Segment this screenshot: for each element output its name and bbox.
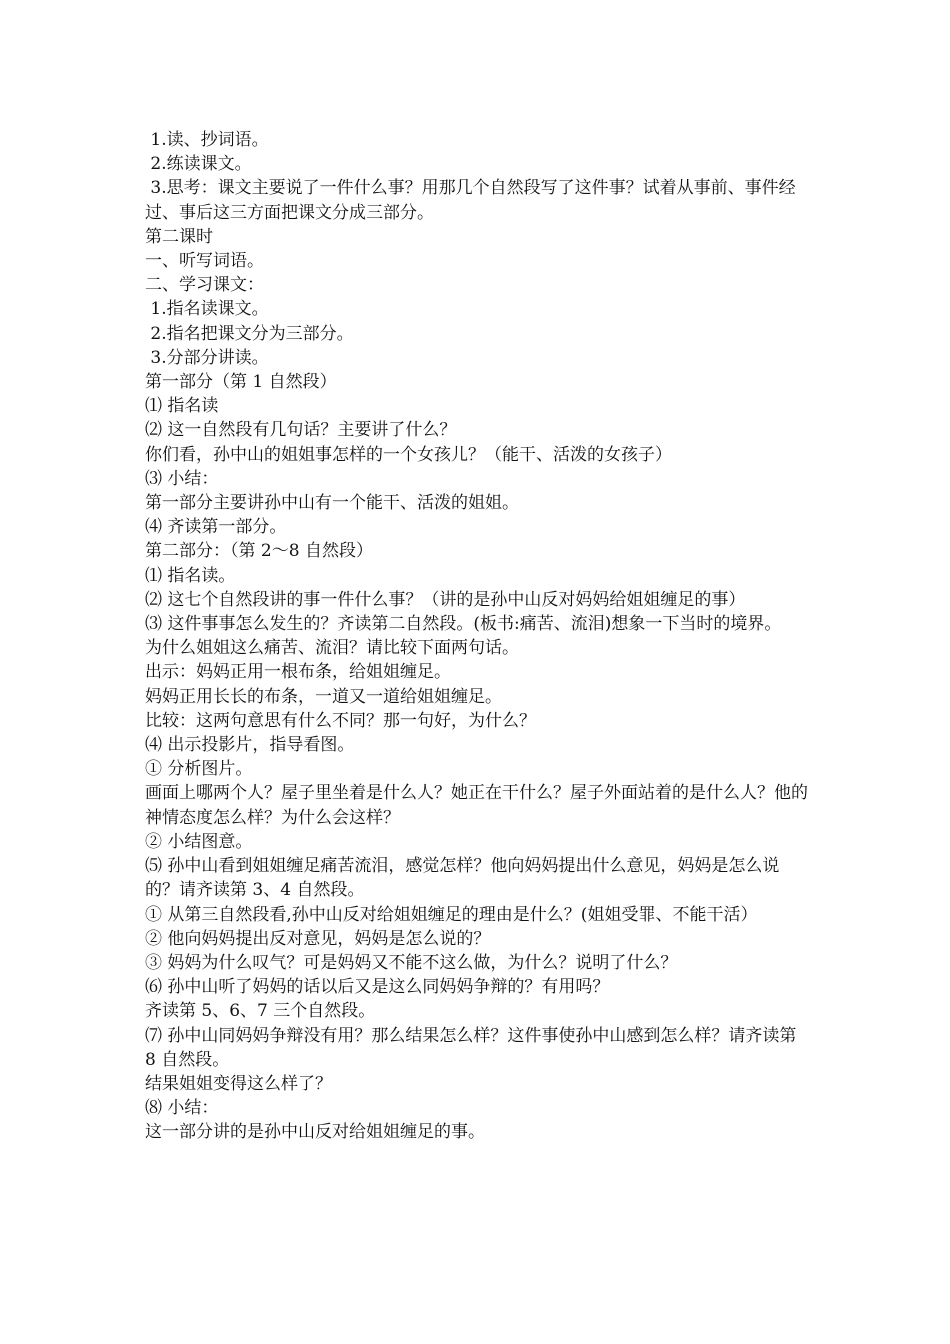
- list-item-read-copy-words: 1.读、抄词语。: [145, 130, 269, 150]
- text-line: ① 分析图片。: [145, 759, 253, 780]
- text-line: 出示：妈妈正用一根布条，给姐姐缠足。: [145, 662, 451, 683]
- section-heading-dictation: 一、听写词语。: [145, 251, 264, 272]
- text-line: 这一部分讲的是孙中山反对给姐姐缠足的事。: [145, 1122, 485, 1143]
- list-item-explain-parts: 3.分部分讲读。: [145, 347, 269, 368]
- text-line: ③ 妈妈为什么叹气？可是妈妈又不能不这么做，为什么？说明了什么？: [145, 952, 678, 973]
- text-line: ② 小结图意。: [145, 831, 253, 852]
- part-two-heading: 第二部分：（第 2～8 自然段）: [145, 541, 373, 562]
- text-line: ⑶ 小结：: [145, 468, 219, 489]
- text-line: 齐读第 5、6、7 三个自然段。: [145, 1001, 376, 1022]
- text-line: ⑵ 这一自然段有几句话？主要讲了什么？: [145, 420, 457, 441]
- list-item-read-text: 1.指名读课文。: [145, 299, 269, 320]
- text-line: ⑷ 出示投影片，指导看图。: [145, 735, 355, 756]
- text-line: ⑶ 这件事事怎么发生的？齐读第二自然段。(板书:痛苦、流泪)想象一下当时的境界。: [145, 614, 782, 635]
- text-line: ⑴ 指名读: [145, 396, 219, 417]
- text-line: 妈妈正用长长的布条，一道又一道给姐姐缠足。: [145, 686, 502, 707]
- text-line: 比较：这两句意思有什么不同？那一句好，为什么？: [145, 710, 536, 731]
- text-line: ⑵ 这七个自然段讲的事一件什么事？（讲的是孙中山反对妈妈给姐姐缠足的事）: [145, 589, 746, 610]
- text-line: ⑷ 齐读第一部分。: [145, 517, 287, 538]
- text-line: ① 从第三自然段看,孙中山反对给姐姐缠足的理由是什么？(姐姐受罪、不能干活）: [145, 904, 758, 925]
- section-heading-second-lesson: 第二课时: [145, 226, 213, 247]
- list-item-practice-reading: 2.练读课文。: [145, 154, 252, 175]
- text-line: 你们看，孙中山的姐姐事怎样的一个女孩儿？（能干、活泼的女孩子）: [145, 444, 672, 465]
- text-line: 为什么姐姐这么痛苦、流泪？请比较下面两句话。: [145, 638, 519, 659]
- list-item-think-question: 3.思考：课文主要说了一件什么事？用那几个自然段写了这件事？试着从事前、事件经过、事后这三方面把课文分成三部分。: [145, 178, 796, 223]
- part-one-heading: 第一部分（第 1 自然段）: [145, 372, 337, 393]
- text-line: 结果姐姐变得这么样了？: [145, 1073, 332, 1094]
- text-line: ⑻ 小结：: [145, 1098, 219, 1119]
- text-line: 第一部分主要讲孙中山有一个能干、活泼的姐姐。: [145, 493, 519, 514]
- text-line: ② 他向妈妈提出反对意见，妈妈是怎么说的？: [145, 928, 491, 949]
- text-line: ⑴ 指名读。: [145, 565, 236, 586]
- section-heading-study-text: 二、学习课文：: [145, 275, 264, 296]
- list-item-divide-text: 2.指名把课文分为三部分。: [145, 323, 354, 344]
- text-line: ⑹ 孙中山听了妈妈的话以后又是这么同妈妈争辩的？有用吗？: [145, 977, 610, 998]
- document-body: [145, 128, 810, 1145]
- text-line: ⑺ 孙中山同妈妈争辩没有用？那么结果怎么样？这件事使孙中山感到怎么样？请齐读第 8 自然段。: [145, 1025, 802, 1070]
- text-line: ⑸ 孙中山看到姐姐缠足痛苦流泪，感觉怎样？他向妈妈提出什么意见，妈妈是怎么说的？请齐读第 3、4 自然段。: [145, 856, 780, 901]
- text-line: 画面上哪两个人？屋子里坐着是什么人？她正在干什么？屋子外面站着的是什么人？他的神情态度怎么样？为什么会这样？: [145, 783, 808, 828]
